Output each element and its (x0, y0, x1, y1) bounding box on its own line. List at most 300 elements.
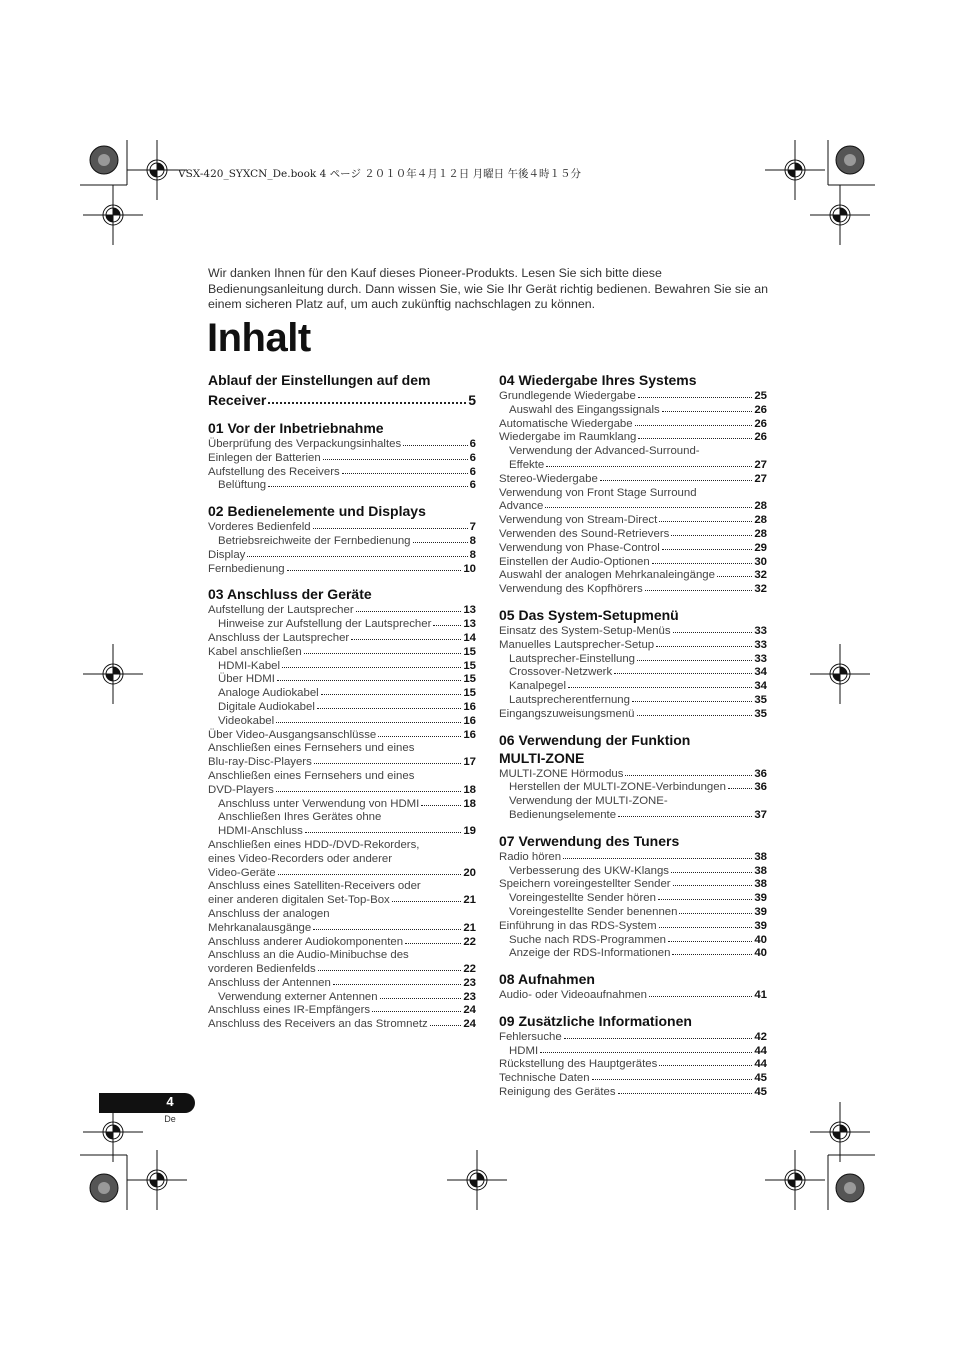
page-number-tab (99, 1093, 195, 1113)
toc-entry-label: Verwendung von Phase-Control (499, 541, 660, 554)
toc-page-number: 20 (463, 866, 476, 879)
toc-page-number: 34 (754, 666, 767, 679)
toc-leader-dots (638, 438, 752, 439)
toc-section-title: 04 Wiedergabe Ihres Systems (499, 372, 697, 388)
toc-entry-line[interactable] (208, 839, 476, 853)
toc-page-number: 40 (754, 933, 767, 946)
toc-entry[interactable] (208, 922, 476, 936)
toc-subentry[interactable] (499, 906, 767, 920)
toc-leader-dots (672, 954, 752, 955)
toc-entry-label: HDMI-Anschluss (218, 825, 303, 838)
toc-page-number: 23 (463, 976, 476, 989)
toc-section-title: 02 Bedienelemente und Displays (208, 503, 426, 520)
toc-entry[interactable] (499, 1058, 767, 1072)
toc-leader-dots (392, 901, 462, 902)
toc-leader-dots (618, 816, 752, 817)
toc-entry-label: Einführung in das RDS-System (499, 919, 657, 932)
toc-entry-label: Über HDMI (218, 673, 275, 686)
toc-leader-dots (662, 549, 752, 550)
toc-entry-label: Anschließen eines Fernsehers und eines (208, 769, 415, 782)
toc-section-title: 08 Aufnahmen (499, 971, 595, 988)
toc-page-number: 45 (754, 1086, 767, 1099)
toc-leader-dots (652, 563, 753, 564)
toc-leader-dots (318, 970, 462, 971)
toc-subentry[interactable] (499, 947, 767, 961)
toc-entry-label: Verwendung von Stream-Direct (499, 514, 658, 527)
toc-leader-dots (546, 466, 752, 467)
toc-leader-dots (304, 653, 462, 654)
toc-section-08 (499, 967, 767, 1003)
toc-leader-dots (568, 687, 752, 688)
toc-leader-dots (351, 639, 461, 640)
toc-entry-label: Blu-ray-Disc-Players (208, 756, 312, 769)
toc-page-number: 14 (463, 631, 476, 644)
toc-entry[interactable] (499, 390, 767, 404)
toc-subentry[interactable] (499, 404, 767, 418)
toc-leader-dots (649, 996, 752, 997)
toc-page-number: 28 (754, 500, 767, 513)
toc-entry[interactable] (208, 521, 476, 535)
toc-entry-label: einer anderen digitalen Set-Top-Box (208, 894, 390, 907)
toc-entry-label: Einsatz des System-Setup-Menüs (499, 624, 671, 637)
toc-entry[interactable] (208, 784, 476, 798)
page-number: 4 (166, 1094, 174, 1109)
toc-page-number: 6 (469, 438, 476, 450)
toc-page-number: 32 (754, 569, 767, 582)
toc-subentry[interactable] (499, 680, 767, 694)
toc-entry-label: HDMI (509, 1044, 539, 1057)
toc-entry[interactable] (208, 391, 476, 410)
toc-page-number: 37 (754, 808, 767, 821)
toc-page-number: 34 (754, 680, 767, 693)
toc-entry-label: Lautsprecher-Einstellung (509, 652, 636, 665)
toc-leader-dots (728, 788, 752, 789)
toc-entry[interactable] (208, 963, 476, 977)
toc-leader-dots (637, 715, 753, 716)
toc-entry-label: Lautsprecherentfernung (509, 693, 630, 706)
toc-section-05 (499, 603, 767, 722)
toc-section-title: 06 Verwendung der Funktion MULTI-ZONE (499, 731, 691, 766)
toc-entry-line[interactable] (208, 949, 476, 963)
toc-leader-dots (403, 445, 468, 446)
toc-entry-label: Receiver (208, 392, 267, 408)
toc-leader-dots (668, 941, 752, 942)
toc-subentry[interactable] (208, 479, 476, 493)
toc-entry-label: Advance (499, 500, 544, 513)
toc-entry-label: Auswahl des Eingangssignals (509, 403, 660, 416)
toc-leader-dots (564, 1038, 753, 1039)
toc-entry-label: Stereo-Wiedergabe (499, 472, 598, 485)
toc-entry-label: Herstellen der MULTI-ZONE-Verbindungen (509, 781, 726, 794)
toc-subentry[interactable] (208, 660, 476, 674)
toc-page-number: 27 (754, 472, 767, 485)
toc-entry[interactable] (499, 528, 767, 542)
toc-page-number: 15 (463, 645, 476, 658)
toc-entry-label: Manuelles Lautsprecher-Setup (499, 638, 655, 651)
toc-leader-dots (413, 542, 468, 543)
toc-entry-label: Anschließen Ihres Gerätes ohne (218, 811, 382, 824)
toc-entry[interactable] (208, 729, 476, 743)
toc-entry-label: Wiedergabe im Raumklang (499, 431, 637, 444)
toc-entry-label: Speichern voreingestellter Sender (499, 878, 671, 891)
toc-page-number: 16 (463, 714, 476, 727)
toc-entry-label: Video-Geräte (208, 866, 276, 879)
toc-entry-label: Über Video-Ausgangsanschlüsse (208, 728, 377, 741)
toc-subentry[interactable] (208, 715, 476, 729)
toc-entry[interactable] (208, 452, 476, 466)
toc-entry[interactable] (499, 851, 767, 865)
toc-leader-dots (658, 899, 752, 900)
toc-entry-label: Voreingestellte Sender benennen (509, 905, 678, 918)
toc-leader-dots (679, 913, 752, 914)
toc-page-number: 45 (754, 1072, 767, 1085)
toc-entry-line[interactable] (208, 853, 476, 867)
toc-leader-dots (321, 694, 462, 695)
toc-leader-dots (305, 832, 462, 833)
toc-leader-dots (592, 1079, 753, 1080)
toc-entry-label: Anzeige der RDS-Informationen (509, 947, 671, 960)
toc-entry[interactable] (208, 563, 476, 577)
toc-leader-dots (372, 1011, 461, 1012)
toc-subentry[interactable] (499, 865, 767, 879)
toc-entry[interactable] (499, 920, 767, 934)
toc-entry-label: Eingangszuweisungsmenü (499, 707, 635, 720)
toc-page-number: 44 (754, 1044, 767, 1057)
toc-page-number: 33 (754, 652, 767, 665)
toc-page-number: 24 (463, 1018, 476, 1031)
toc-section-03 (208, 582, 476, 1032)
toc-entry[interactable] (499, 418, 767, 432)
toc-entry-label: DVD-Players (208, 783, 274, 796)
toc-entry[interactable] (208, 936, 476, 950)
toc-entry-label: Anschluss eines Satelliten-Receivers oder (208, 880, 421, 893)
toc-page-number: 16 (463, 700, 476, 713)
toc-entry-label: Anschluss unter Verwendung von HDMI (218, 797, 420, 810)
toc-entry-label: Betriebsreichweite der Fernbedienung (218, 534, 411, 547)
toc-entry-label: Vorderes Bedienfeld (208, 521, 311, 534)
toc-page-number: 33 (754, 638, 767, 651)
toc-page-number: 21 (463, 894, 476, 907)
toc-leader-dots (656, 646, 752, 647)
toc-subentry-line[interactable] (499, 795, 767, 809)
toc-entry-line[interactable] (208, 770, 476, 784)
toc-leader-dots (313, 528, 468, 529)
toc-leader-dots (614, 673, 752, 674)
toc-entry-label: Audio- oder Videoaufnahmen (499, 989, 647, 1002)
toc-entry[interactable] (208, 867, 476, 881)
toc-leader-dots (645, 590, 753, 591)
toc-subentry[interactable] (208, 618, 476, 632)
toc-page-number: 13 (463, 618, 476, 631)
toc-section-09 (499, 1009, 767, 1100)
toc-page-number: 24 (463, 1004, 476, 1017)
toc-leader-dots (659, 927, 753, 928)
toc-leader-dots (247, 556, 467, 557)
toc-entry-line[interactable] (208, 880, 476, 894)
toc-leader-dots (405, 943, 461, 944)
toc-leader-dots (632, 701, 752, 702)
toc-section-title: 09 Zusätzliche Informationen (499, 1012, 692, 1029)
toc-subentry[interactable] (208, 687, 476, 701)
toc-entry[interactable] (499, 542, 767, 556)
toc-entry[interactable] (499, 500, 767, 514)
toc-entry-label: Technische Daten (499, 1072, 590, 1085)
toc-entry[interactable] (208, 894, 476, 908)
toc-entry-label: Anschließen eines Fernsehers und eines (208, 742, 415, 755)
toc-leader-dots (625, 775, 752, 776)
toc-entry-label: Grundlegende Wiedergabe (499, 390, 636, 402)
toc-entry[interactable] (208, 646, 476, 660)
toc-entry-label: Anschluss der analogen (208, 907, 330, 920)
toc-leader-dots (268, 402, 466, 404)
toc-entry-label: Einstellen der Audio-Optionen (499, 555, 650, 568)
toc-page-number: 32 (754, 583, 767, 596)
toc-entry[interactable] (208, 438, 476, 452)
toc-section-title: 01 Vor der Inbetriebnahme (208, 420, 384, 436)
toc-leader-dots (638, 397, 753, 398)
toc-subentry[interactable] (499, 892, 767, 906)
toc-entry-label: Anschluss an die Audio-Minibuchse des (208, 949, 409, 962)
toc-leader-dots (637, 660, 752, 661)
toc-page-number: 26 (754, 431, 767, 444)
toc-entry-label: Radio hören (499, 850, 562, 863)
toc-entry[interactable] (499, 625, 767, 639)
toc-entry[interactable] (499, 768, 767, 782)
toc-entry-label: Display (208, 548, 246, 561)
toc-section-setup-flow (208, 368, 476, 410)
toc-leader-dots (276, 722, 461, 723)
toc-page-number: 8 (469, 534, 476, 547)
toc-page-number: 7 (469, 521, 476, 534)
toc-page-number: 27 (754, 458, 767, 471)
toc-subentry[interactable] (208, 535, 476, 549)
toc-entry[interactable] (208, 1018, 476, 1032)
toc-entry[interactable] (499, 1086, 767, 1100)
toc-entry[interactable] (499, 431, 767, 445)
toc-section-title: 07 Verwendung des Tuners (499, 832, 680, 849)
intro-paragraph: Wir danken Ihnen für den Kauf dieses Pioneer-Produkts. Lesen Sie sich bitte diese Bedienungsanleitung durch. Dann wissen Sie, wie Sie Ihr Gerät richtig bedienen. Bewahren Sie sie an einem sicheren Platz auf, um auch zukünftig nachschlagen zu können. (208, 266, 768, 312)
toc-entry[interactable] (208, 632, 476, 646)
toc-entry[interactable] (499, 514, 767, 528)
toc-entry-label: vorderen Bedienfelds (208, 963, 316, 976)
toc-entry-label: Aufstellung der Lautsprecher (208, 604, 354, 617)
toc-entry-label: Kabel anschließen (208, 645, 302, 658)
toc-leader-dots (323, 459, 468, 460)
toc-page-number: 42 (754, 1030, 767, 1043)
toc-section-title: 05 Das System-Setupmenü (499, 606, 679, 623)
toc-leader-dots (600, 480, 753, 481)
toc-subentry[interactable] (499, 666, 767, 680)
toc-entry-label: Mehrkanalausgänge (208, 921, 312, 934)
toc-entry-label: Analoge Audiokabel (218, 687, 319, 700)
toc-subentry[interactable] (499, 809, 767, 823)
toc-entry-line[interactable] (499, 487, 767, 501)
toc-page-number: 35 (754, 707, 767, 720)
toc-entry-label: Anschluss der Antennen (208, 976, 331, 989)
toc-entry-label: Suche nach RDS-Programmen (509, 933, 667, 946)
toc-entry-label: Anschluss eines IR-Empfängers (208, 1004, 371, 1017)
toc-entry[interactable] (499, 473, 767, 487)
toc-leader-dots (268, 486, 468, 487)
toc-page-number: 17 (463, 756, 476, 769)
toc-leader-dots (380, 998, 462, 999)
toc-section-06 (499, 728, 767, 823)
toc-right-column (499, 368, 767, 1106)
toc-entry-label: MULTI-ZONE Hörmodus (499, 767, 624, 780)
toc-page-number: 39 (754, 919, 767, 932)
toc-leader-dots (342, 473, 468, 474)
toc-page-number: 25 (754, 390, 767, 402)
toc-entry[interactable] (499, 878, 767, 892)
toc-leader-dots (673, 632, 753, 633)
toc-entry-label: Anschluss des Receivers an das Stromnetz (208, 1018, 428, 1031)
toc-entry-label: Belüftung (218, 479, 267, 492)
toc-subentry[interactable] (499, 459, 767, 473)
toc-page-number: 16 (463, 728, 476, 741)
toc-leader-dots (430, 1025, 462, 1026)
toc-leader-dots (333, 984, 461, 985)
toc-page-number: 29 (754, 541, 767, 554)
toc-entry-label: Auswahl der analogen Mehrkanaleingänge (499, 569, 715, 582)
toc-page-number: 21 (463, 921, 476, 934)
toc-page-number: 39 (754, 892, 767, 905)
toc-leader-dots (563, 858, 752, 859)
toc-section-07 (499, 829, 767, 961)
toc-page-number: 38 (754, 864, 767, 877)
toc-entry[interactable] (499, 708, 767, 722)
toc-page-number: 41 (754, 989, 767, 1002)
toc-page-number: 44 (754, 1058, 767, 1071)
toc-subentry-line[interactable] (208, 811, 476, 825)
toc-subentry[interactable] (499, 1045, 767, 1059)
toc-entry-label: Digitale Audiokabel (218, 700, 315, 713)
toc-leader-dots (317, 708, 461, 709)
toc-section-title: 03 Anschluss der Geräte (208, 586, 372, 603)
toc-page-number: 39 (754, 905, 767, 918)
toc-leader-dots (671, 535, 752, 536)
toc-entry-label: Effekte (509, 458, 545, 471)
toc-entry[interactable] (208, 549, 476, 563)
toc-leader-dots (717, 576, 752, 577)
toc-leader-dots (659, 521, 752, 522)
toc-leader-dots (378, 736, 461, 737)
toc-page-number: 30 (754, 555, 767, 568)
toc-page-number: 23 (463, 990, 476, 1003)
toc-page-number: 40 (754, 947, 767, 960)
toc-subentry-line[interactable] (499, 445, 767, 459)
toc-section-04 (499, 368, 767, 597)
toc-page-number: 36 (754, 781, 767, 794)
toc-page-number: 5 (468, 392, 476, 408)
toc-page-number: 10 (463, 562, 476, 575)
toc-section-01 (208, 416, 476, 493)
toc-leader-dots (356, 611, 462, 612)
toc-entry-label: Anschluss der Lautsprecher (208, 631, 350, 644)
toc-entry[interactable] (499, 1072, 767, 1086)
toc-entry-label: Voreingestellte Sender hören (509, 892, 656, 905)
toc-page-number: 26 (754, 403, 767, 416)
toc-subentry[interactable] (208, 673, 476, 687)
print-file-info: VSX-420_SYXCN_De.book 4 ページ ２０１０年４月１２日 月曜日 午後４時１５分 (178, 168, 581, 180)
toc-leader-dots (635, 425, 753, 426)
toc-leader-dots (277, 680, 461, 681)
toc-entry[interactable] (208, 1004, 476, 1018)
toc-entry-label: Hinweise zur Aufstellung der Lautsprecher (218, 618, 432, 631)
toc-page-number: 38 (754, 878, 767, 891)
toc-subentry[interactable] (208, 991, 476, 1005)
toc-entry[interactable] (499, 569, 767, 583)
toc-page-number: 22 (463, 963, 476, 976)
toc-leader-dots (276, 791, 462, 792)
toc-page-number: 36 (754, 767, 767, 780)
toc-entry[interactable] (499, 989, 767, 1003)
toc-subentry[interactable] (208, 825, 476, 839)
toc-page-number: 38 (754, 850, 767, 863)
toc-entry[interactable] (208, 977, 476, 991)
toc-leader-dots (314, 763, 462, 764)
toc-entry-label: Verwendung von Front Stage Surround (499, 486, 697, 499)
toc-entry[interactable] (208, 466, 476, 480)
toc-entry-label: Reinigung des Gerätes (499, 1086, 616, 1099)
toc-leader-dots (545, 507, 752, 508)
toc-entry[interactable] (208, 604, 476, 618)
toc-entry-label: Rückstellung des Hauptgerätes (499, 1058, 658, 1071)
toc-leader-dots (540, 1052, 752, 1053)
toc-entry-label: Aufstellung des Receivers (208, 465, 340, 478)
toc-subentry[interactable] (208, 798, 476, 812)
toc-page-number: 26 (754, 417, 767, 430)
toc-page-number: 15 (463, 687, 476, 700)
toc-leader-dots (282, 667, 461, 668)
toc-left-column (208, 368, 476, 1038)
toc-entry-label: Verbesserung des UKW-Klangs (509, 864, 669, 877)
toc-leader-dots (313, 929, 461, 930)
toc-entry-label: HDMI-Kabel (218, 659, 281, 672)
toc-page-number: 13 (463, 604, 476, 617)
toc-entry-label: Videokabel (218, 714, 275, 727)
toc-page-number: 6 (469, 479, 476, 492)
toc-subentry[interactable] (499, 653, 767, 667)
toc-entry-line[interactable] (208, 908, 476, 922)
toc-subentry[interactable] (499, 781, 767, 795)
toc-leader-dots (659, 1065, 752, 1066)
toc-subentry[interactable] (499, 694, 767, 708)
toc-leader-dots (662, 411, 753, 412)
toc-entry[interactable] (499, 1031, 767, 1045)
toc-entry[interactable] (499, 639, 767, 653)
toc-page-number: 28 (754, 527, 767, 540)
toc-entry-label: Verwendung der Advanced-Surround- (509, 445, 700, 458)
toc-page-number: 19 (463, 825, 476, 838)
toc-entry[interactable] (208, 756, 476, 770)
toc-entry-label: Fehlersuche (499, 1030, 562, 1043)
toc-subentry[interactable] (499, 934, 767, 948)
toc-entry-label: Fernbedienung (208, 562, 285, 575)
toc-section-02 (208, 499, 476, 576)
toc-entry[interactable] (499, 583, 767, 597)
toc-page-number: 15 (463, 673, 476, 686)
toc-leader-dots (673, 885, 753, 886)
toc-subentry[interactable] (208, 701, 476, 715)
toc-page-number: 6 (469, 465, 476, 478)
toc-page-number: 6 (469, 451, 476, 464)
toc-entry-label: Anschließen eines HDD-/DVD-Rekorders, (208, 838, 420, 851)
toc-page-number: 15 (463, 659, 476, 672)
toc-entry-label: Überprüfung des Verpackungsinhaltes (208, 438, 402, 450)
toc-entry[interactable] (499, 556, 767, 570)
toc-entry-line[interactable] (208, 742, 476, 756)
toc-entry-label: Verwendung externer Antennen (218, 990, 378, 1003)
